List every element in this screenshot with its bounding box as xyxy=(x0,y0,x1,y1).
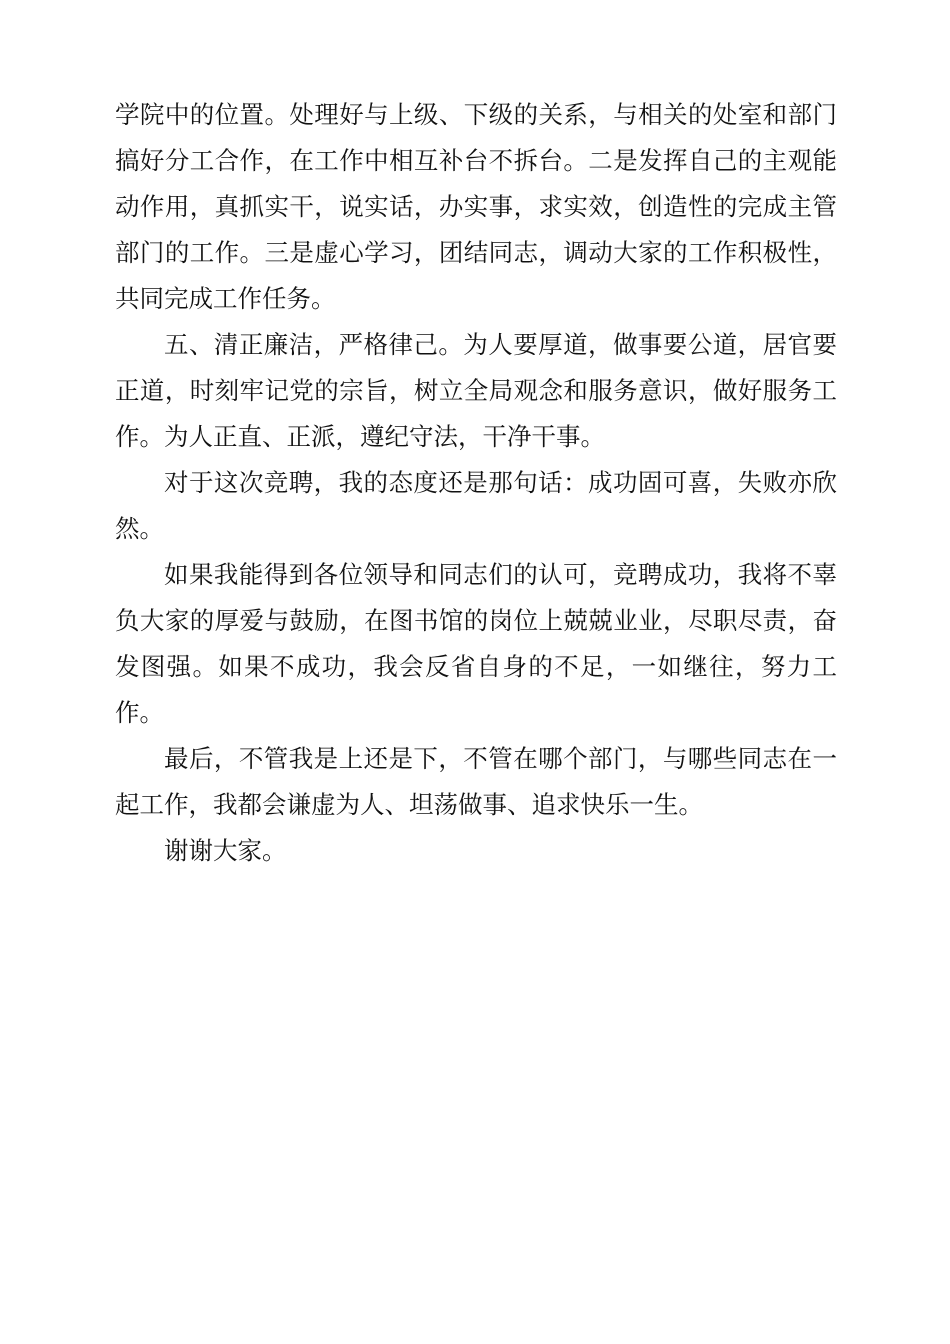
paragraph-attitude: 对于这次竞聘，我的态度还是那句话：成功固可喜，失败亦欣然。 xyxy=(115,468,837,543)
paragraph-if-successful: 如果我能得到各位领导和同志们的认可，竞聘成功，我将不辜负大家的厚爱与鼓励，在图书馆的岗位上兢兢业业，尽职尽责，奋发图强。如果不成功，我会反省自身的不足，一如继往，努力工作。 xyxy=(115,560,837,727)
document-body xyxy=(115,92,837,874)
paragraph-continuation: 学院中的位置。处理好与上级、下级的关系，与相关的处室和部门搞好分工合作，在工作中相互补台不拆台。二是发挥自己的主观能动作用，真抓实干，说实话，办实事，求实效，创造性的完成主管部门的工作。三是虚心学习，团结同志，调动大家的工作积极性，共同完成工作任务。 xyxy=(115,100,837,313)
paragraph-thanks: 谢谢大家。 xyxy=(164,836,287,865)
paragraph-integrity: 五、清正廉洁，严格律己。为人要厚道，做事要公道，居官要正道，时刻牢记党的宗旨，树立全局观念和服务意识，做好服务工作。为人正直、正派，遵纪守法，干净干事。 xyxy=(115,330,837,451)
paragraph-finally: 最后，不管我是上还是下，不管在哪个部门，与哪些同志在一起工作，我都会谦虚为人、坦荡做事、追求快乐一生。 xyxy=(115,744,837,819)
